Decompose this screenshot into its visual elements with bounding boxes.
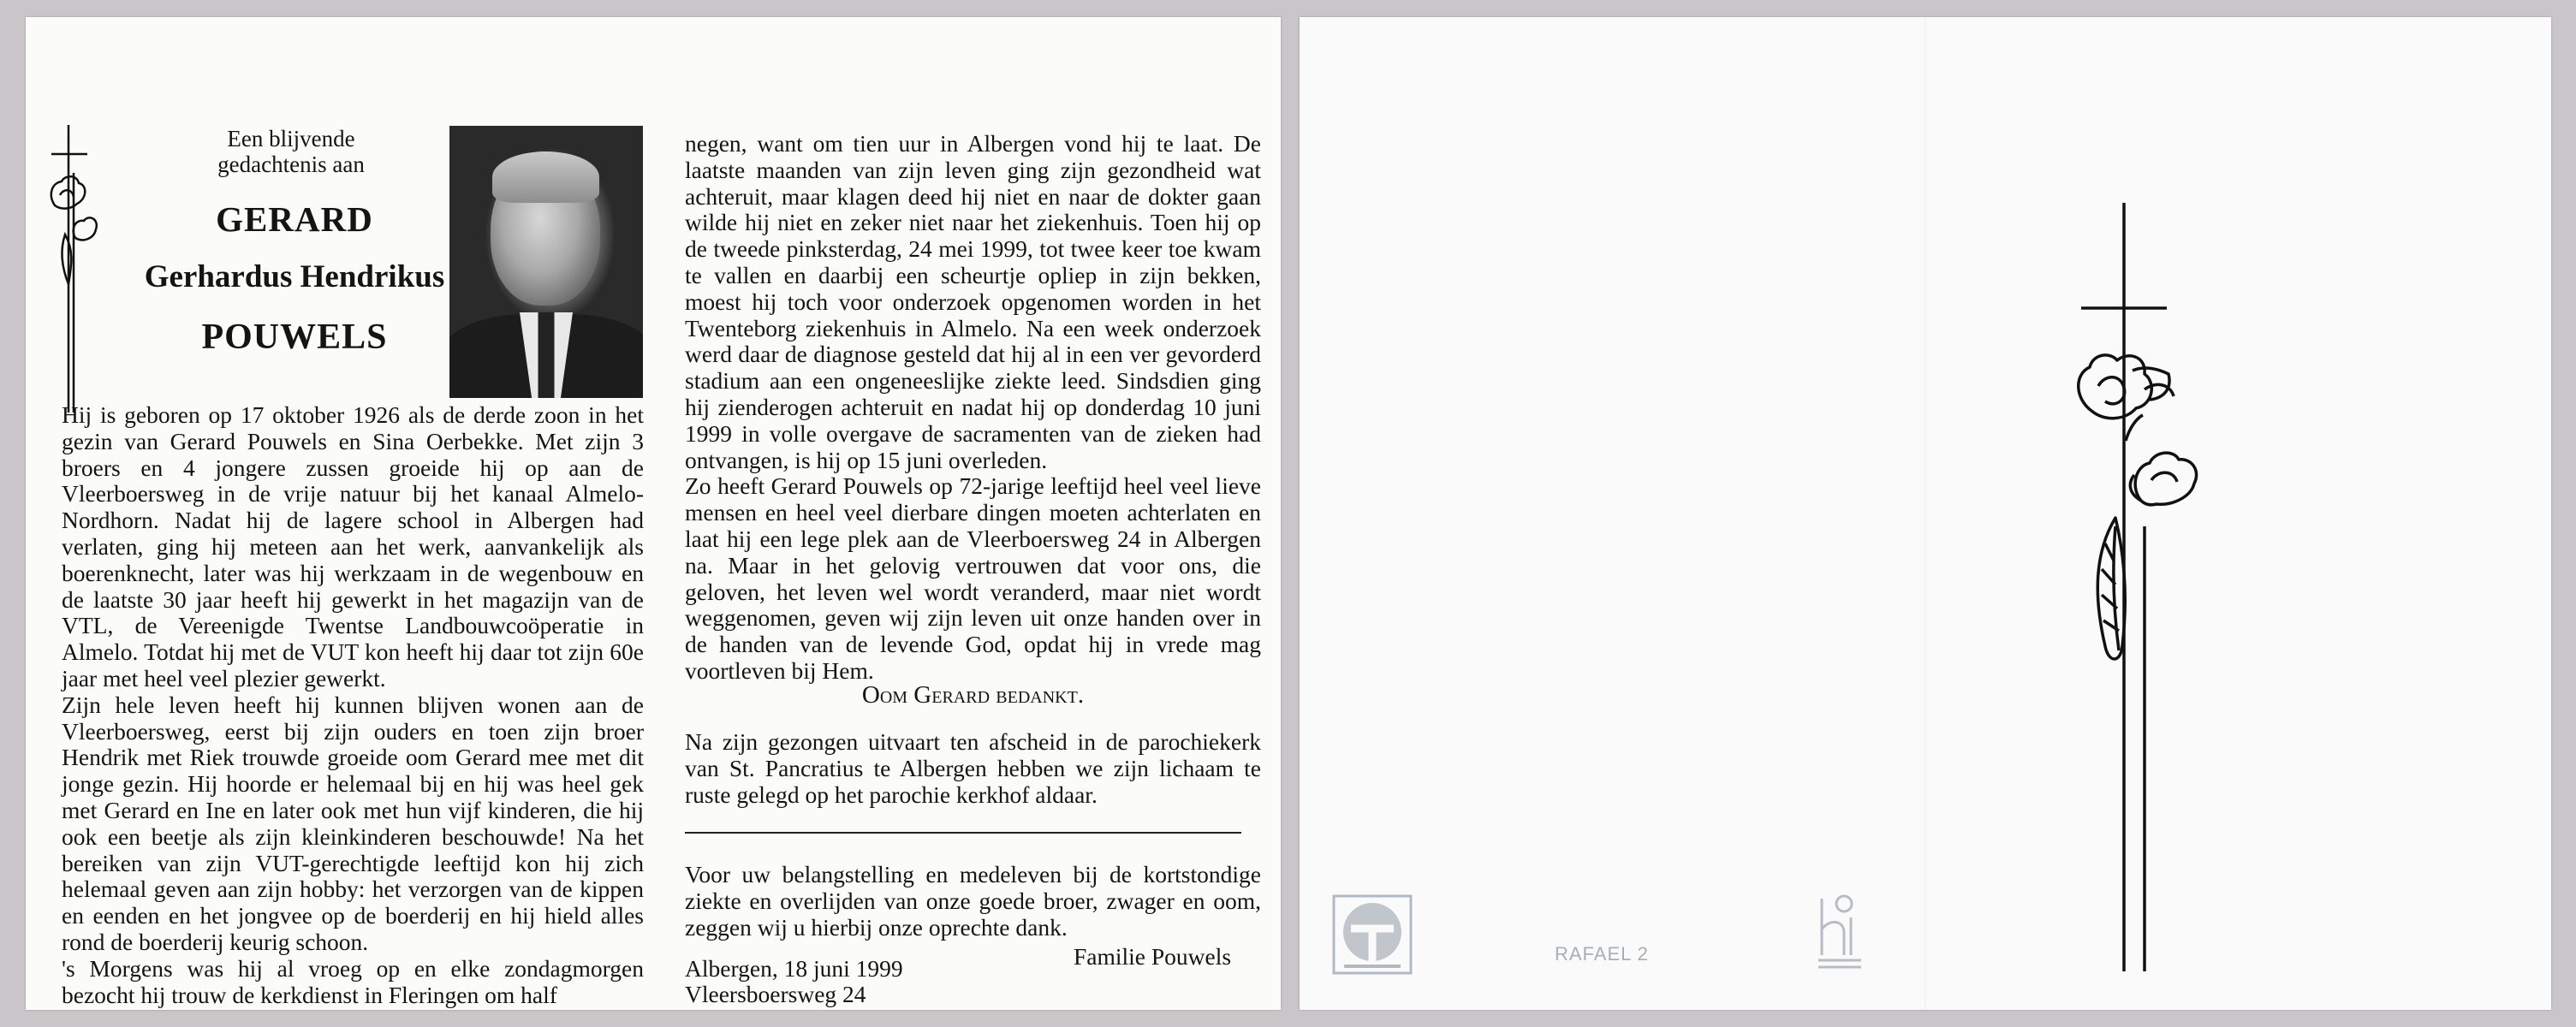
divider [685, 832, 1241, 834]
design-code: RAFAEL 2 [1555, 943, 1649, 965]
family-signature: Familie Pouwels [1074, 943, 1232, 970]
deceased-given-names: Gerhardus Hendrikus [144, 259, 445, 294]
biography-paragraph: Hij is geboren op 17 oktober 1926 als de derde zoon in het gezin van Gerard Pouwels en Sina Oerbekke. Met zijn 3 broers en 4 jongere zussen groeide hij op aan de Vleerboersweg in de vrije natuur bij het kanaal Almelo-Nordhorn. Nadat hij de lagere school in Albergen had verlaten, ging hij meteen aan het werk, aanvankelijk als boerenknecht, later was hij werkzaam in de wegenbouw en de laatste 30 jaar heeft hij gewerkt in het magazijn van de VTL, de Vereenigde Twentse Landbouwcoöperatie in Almelo. Totdat hij met de VUT kon heeft hij daar tot zijn 60e jaar met heel veel plezier gewerkt. [62, 401, 644, 692]
intro-line-1: Een blijvende [227, 126, 355, 151]
funeral-text: Na zijn gezongen uitvaart ten afscheid in de parochiekerk van St. Pancratius te Albergen hebben we zijn lichaam te ruste gelegd op het parochie kerkhof aldaar. [685, 728, 1261, 808]
printer-brand-icon [1813, 892, 1866, 976]
biography-paragraph: Zo heeft Gerard Pouwels op 72-jarige leeftijd heel veel lieve mensen en heel veel dierbare dingen moeten achterlaten en laat hij een lege plek aan de Vleerboersweg 24 in Albergen na. Maar in het gelovig vertrouwen dat voor ons, die geloven, het leven wel wordt veranderd, maar niet wordt weggenomen, geven wij zijn leven uit onze handen over in de handen van de levende God, opdat hij in vrede mag voortleven bij Hem. [685, 472, 1261, 684]
address: Vleersboersweg 24 [685, 981, 866, 1007]
biography-paragraph: 's Morgens was hij al vroeg op en elke zondagmorgen bezocht hij trouw de kerkdienst in Fleringen om half [62, 954, 644, 1008]
portrait-photo [449, 126, 643, 398]
memorial-card-inside [26, 17, 1281, 1010]
biography-column-2 [685, 131, 1261, 685]
place-date: Albergen, 18 juni 1999 [685, 955, 903, 982]
gratitude-text: Voor uw belangstelling en medeleven bij de kortstondige ziekte en overlijden van onze goede broer, zwager en oom, zeggen wij u hierbij onze oprechte dank. [685, 861, 1261, 941]
memorial-intro [154, 126, 428, 177]
place-date-block [685, 956, 903, 1007]
fold-line [1925, 17, 1926, 1010]
intro-line-2: gedachtenis aan [217, 151, 365, 177]
publisher-logo-icon [1332, 894, 1413, 975]
biography-paragraph: negen, want om tien uur in Albergen vond hij te laat. De laatste maanden van zijn leven ging zijn gezondheid wat achteruit, maar klagen deed hij niet en naar de dokter gaan wilde hij niet en zeker niet naar het ziekenhuis. Toen hij op de tweede pinksterdag, 24 mei 1999, tot twee keer toe kwam te vallen en daarbij een scheurtje opliep in zijn bekken, moest hij toch voor onderzoek opgenomen worden in het Twenteborg ziekenhuis in Almelo. Na een week onderzoek werd daar de diagnose gesteld dat hij al in een ver gevorderd stadium aan een ongeneeslijke ziekte leed. Sindsdien ging hij zienderogen achteruit en nadat hij op donderdag 10 juni 1999 in volle overgave de sacramenten van de zieken had ontvangen, is hij op 15 juni overleden. [685, 130, 1261, 473]
deceased-surname: POUWELS [201, 318, 388, 357]
memorial-card-cover [1300, 17, 2551, 1010]
cross-with-roses-icon [39, 122, 108, 417]
biography-paragraph: Zijn hele leven heeft hij kunnen blijven wonen aan de Vleerboersweg, eerst bij zijn ouders en toen zijn broer Hendrik met Riek trouwde groeide oom Gerard mee met dit jonge gezin. Hij hoorde er helemaal bij en hij was heel gek met Gerard en Ine en later ook met hun vijf kinderen, die hij ook een beetje als zijn kleinkinderen beschouwde! Na het bereiken van zijn VUT-gerechtigde leeftijd kon hij zich helemaal geven aan zijn hobby: het verzorgen van de kippen en eenden en het jongvee op de boerderij en hij hield alles rond de boerderij keurig schoon. [62, 691, 644, 955]
biography-column-1 [62, 402, 644, 1008]
cross-with-roses-icon [2049, 184, 2246, 980]
deceased-first-name: GERARD [216, 199, 373, 239]
thanks-heading: Oom Gerard bedankt. [861, 681, 1085, 709]
